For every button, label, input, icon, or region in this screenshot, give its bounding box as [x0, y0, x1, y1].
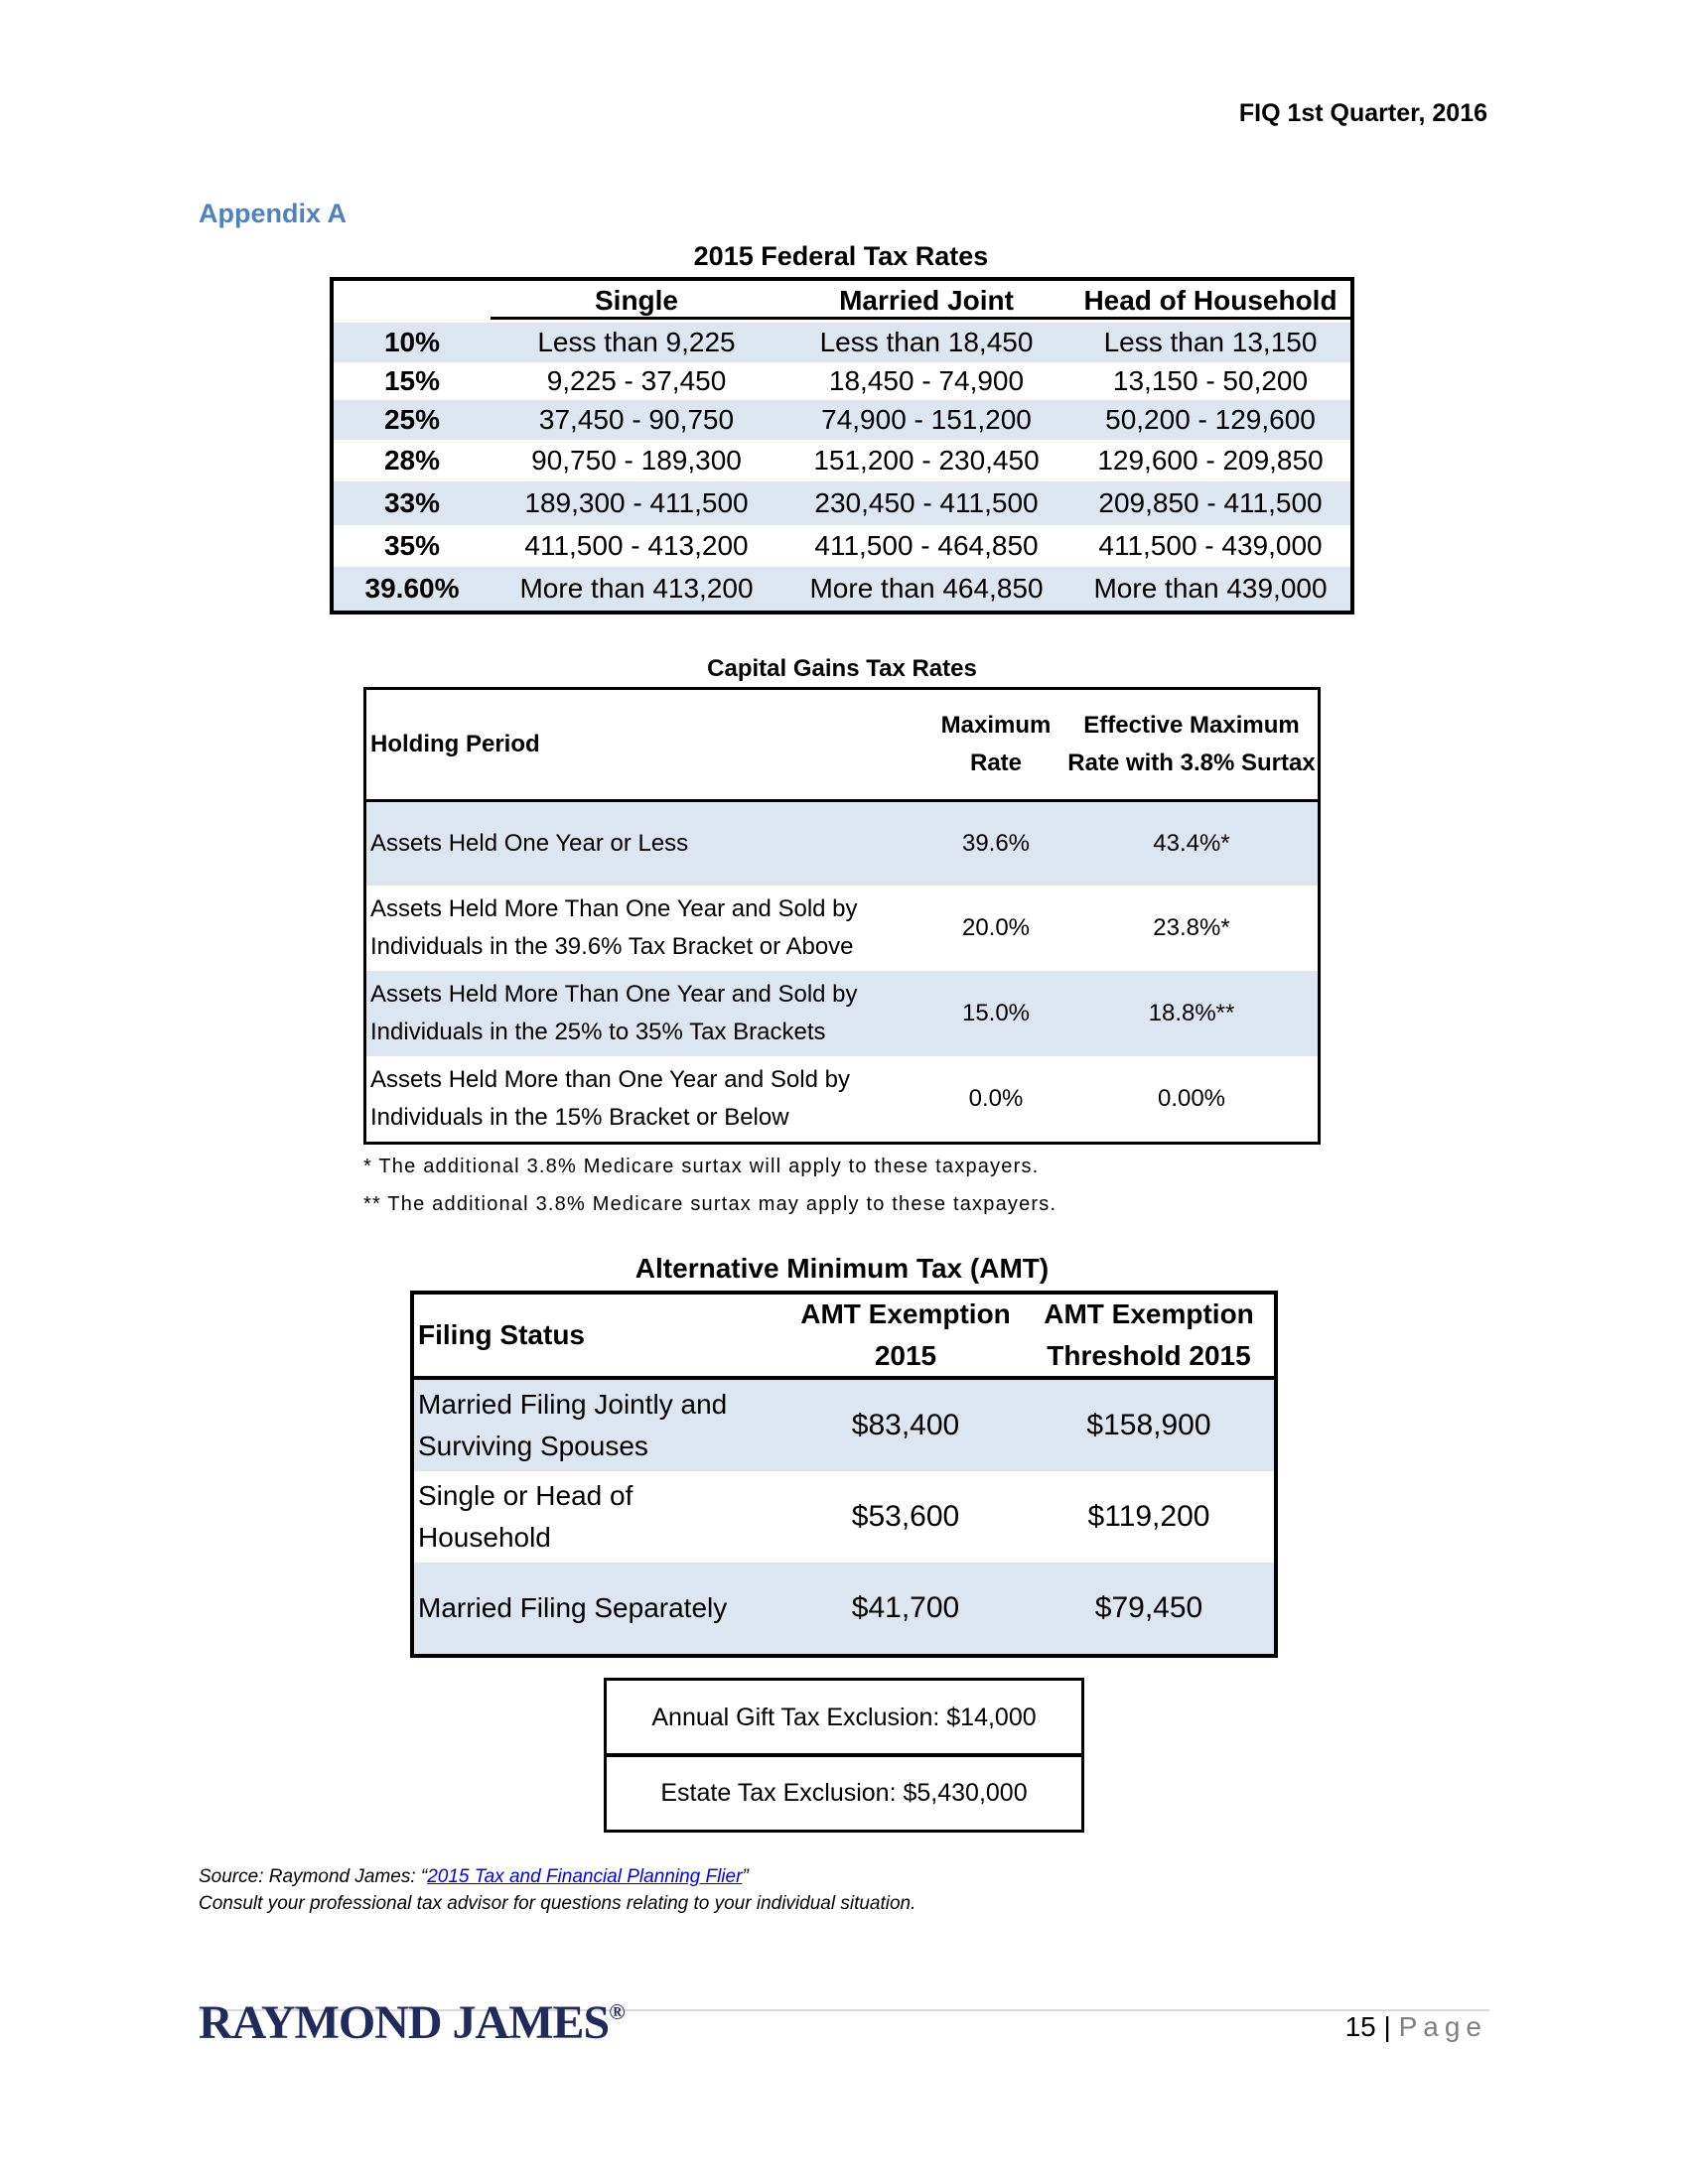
married-cell: 74,900 - 151,200	[821, 404, 1032, 435]
effective-rate-cell: 0.00%	[1157, 1085, 1226, 1112]
threshold-cell: $158,900	[1086, 1409, 1211, 1441]
filing-status-header: Filing Status	[418, 1319, 585, 1350]
filing-status-line2: Household	[418, 1522, 551, 1553]
amt-threshold-header	[1024, 1294, 1274, 1377]
exemption-cell: $53,600	[851, 1500, 960, 1533]
filing-status-cell	[414, 1384, 787, 1467]
appendix-title: Appendix A	[199, 199, 348, 228]
filing-status-line1: Married Filing Jointly and	[418, 1389, 728, 1420]
surtax-note-1: * The additional 3.8% Medicare surtax will apply to these taxpayers.	[363, 1156, 1040, 1177]
table-row	[366, 886, 1318, 971]
holding-period-cell	[366, 825, 926, 863]
amt-header-row	[414, 1295, 1274, 1380]
document-header: FIQ 1st Quarter, 2016	[1238, 99, 1487, 127]
single-cell: More than 413,200	[519, 573, 754, 604]
threshold-cell: $79,450	[1094, 1591, 1203, 1624]
filing-status-line1: Single or Head of	[418, 1480, 633, 1511]
single-cell: 90,750 - 189,300	[531, 445, 742, 476]
table-row	[334, 567, 1350, 611]
holding-period-cell	[366, 1061, 926, 1137]
table-row	[366, 1056, 1318, 1142]
single-cell: 9,225 - 37,450	[546, 365, 727, 396]
holding-period-line2: Individuals in the 25% to 35% Tax Brackets	[370, 1019, 826, 1045]
filing-status-text: Married Filing Separately	[418, 1592, 728, 1623]
filing-status-line2: Surviving Spouses	[418, 1431, 648, 1461]
rate-cell: 35%	[383, 530, 441, 561]
single-header: Single	[491, 285, 782, 320]
single-cell: 411,500 - 413,200	[524, 530, 749, 561]
filing-status-cell	[414, 1587, 787, 1629]
effective-rate-header	[1065, 707, 1318, 782]
rate-cell: 15%	[383, 365, 441, 396]
holding-period-line1: Assets Held More Than One Year and Sold by	[370, 981, 858, 1008]
federal-tax-table	[330, 277, 1354, 614]
amt-exemption-header-line1: AMT Exemption	[800, 1298, 1011, 1329]
federal-header-row	[334, 281, 1350, 323]
effective-rate-cell: 18.8%**	[1148, 1000, 1235, 1026]
single-cell: 37,450 - 90,750	[538, 404, 735, 435]
rate-cell: 39.60%	[364, 573, 460, 604]
holding-period-header: Holding Period	[370, 731, 540, 757]
source-link[interactable]: 2015 Tax and Financial Planning Flier	[427, 1866, 743, 1887]
amt-table	[410, 1291, 1278, 1658]
capital-gains-header-row	[366, 690, 1318, 802]
max-rate-cell: 39.6%	[961, 830, 1031, 857]
rate-cell: 33%	[383, 487, 441, 518]
table-row	[334, 400, 1350, 440]
married-cell: More than 464,850	[809, 573, 1044, 604]
page-separator: |	[1383, 2011, 1391, 2042]
capital-gains-table	[363, 687, 1321, 1145]
hoh-cell: More than 439,000	[1093, 573, 1328, 604]
amt-threshold-header-line2: Threshold 2015	[1047, 1340, 1251, 1371]
gift-tax-exclusion-text: Annual Gift Tax Exclusion: $14,000	[651, 1703, 1037, 1731]
filing-status-cell	[414, 1475, 787, 1559]
estate-tax-exclusion-box	[604, 1753, 1084, 1833]
source-prefix: Source: Raymond James: “	[199, 1866, 428, 1887]
amt-threshold-header-line1: AMT Exemption	[1044, 1298, 1254, 1329]
rate-cell: 28%	[383, 445, 441, 476]
holding-period-text: Assets Held One Year or Less	[370, 830, 689, 857]
maximum-rate-header-line1: Maximum	[940, 712, 1052, 739]
table-row	[414, 1471, 1274, 1563]
capital-gains-title: Capital Gains Tax Rates	[707, 655, 977, 682]
effective-rate-cell: 23.8%*	[1153, 914, 1230, 941]
hoh-cell: Less than 13,150	[1103, 327, 1318, 357]
holding-period-line2: Individuals in the 39.6% Tax Bracket or Above	[370, 933, 854, 960]
single-cell: 189,300 - 411,500	[524, 487, 749, 518]
holding-period-line2: Individuals in the 15% Bracket or Below	[370, 1104, 789, 1131]
married-cell: 230,450 - 411,500	[814, 487, 1039, 518]
maximum-rate-header-line2: Rate	[969, 750, 1023, 776]
page-word: Page	[1398, 2011, 1487, 2042]
threshold-cell: $119,200	[1087, 1500, 1210, 1533]
max-rate-cell: 0.0%	[968, 1085, 1024, 1112]
holding-period-cell	[366, 890, 926, 966]
rate-cell: 25%	[383, 404, 441, 435]
exemption-cell: $83,400	[851, 1409, 960, 1441]
table-row	[414, 1563, 1274, 1654]
married-cell: Less than 18,450	[819, 327, 1034, 357]
effective-rate-header-line2: Rate with 3.8% Surtax	[1067, 750, 1316, 776]
source-suffix: ”	[742, 1866, 749, 1887]
surtax-note-2: ** The additional 3.8% Medicare surtax may apply to these taxpayers.	[363, 1193, 1057, 1215]
single-cell: Less than 9,225	[537, 327, 736, 357]
max-rate-cell: 20.0%	[961, 914, 1031, 941]
hoh-cell: 129,600 - 209,850	[1097, 445, 1324, 476]
married-cell: 151,200 - 230,450	[813, 445, 1040, 476]
max-rate-cell: 15.0%	[961, 1000, 1031, 1026]
amt-exemption-header-line2: 2015	[874, 1340, 937, 1371]
table-row	[334, 323, 1350, 362]
amt-title: Alternative Minimum Tax (AMT)	[634, 1253, 1050, 1284]
married-cell: 18,450 - 74,900	[828, 365, 1025, 396]
effective-rate-cell: 43.4%*	[1153, 830, 1230, 857]
holding-period-cell	[366, 976, 926, 1051]
married-joint-header: Married Joint	[782, 285, 1070, 320]
hoh-cell: 50,200 - 129,600	[1105, 404, 1316, 435]
head-of-household-header: Head of Household	[1070, 285, 1350, 320]
page-number	[1345, 2011, 1487, 2043]
page-number-value: 15	[1344, 2011, 1376, 2042]
estate-tax-exclusion-text: Estate Tax Exclusion: $5,430,000	[660, 1778, 1028, 1807]
table-row	[334, 525, 1350, 567]
logo-text: RAYMOND JAMES	[199, 1996, 610, 2049]
married-cell: 411,500 - 464,850	[814, 530, 1039, 561]
registered-mark: ®	[609, 1999, 625, 2024]
hoh-cell: 411,500 - 439,000	[1098, 530, 1323, 561]
table-row	[334, 362, 1350, 400]
table-row	[334, 481, 1350, 525]
table-row	[366, 971, 1318, 1056]
rate-cell: 10%	[383, 327, 441, 357]
holding-period-line1: Assets Held More than One Year and Sold by	[370, 1066, 850, 1093]
consult-advisor-line: Consult your professional tax advisor for questions relating to your individual situation.	[199, 1893, 916, 1914]
hoh-cell: 209,850 - 411,500	[1098, 487, 1323, 518]
holding-period-line1: Assets Held More Than One Year and Sold by	[370, 895, 858, 922]
table-row	[366, 802, 1318, 886]
maximum-rate-header	[926, 707, 1065, 782]
source-line	[199, 1866, 749, 1888]
table-row	[414, 1380, 1274, 1471]
table-row	[334, 440, 1350, 481]
raymond-james-logo	[199, 1995, 625, 2050]
gift-tax-exclusion-box	[604, 1678, 1084, 1757]
exemption-cell: $41,700	[851, 1591, 960, 1624]
federal-table-title: 2015 Federal Tax Rates	[693, 241, 989, 271]
hoh-cell: 13,150 - 50,200	[1112, 365, 1309, 396]
effective-rate-header-line1: Effective Maximum	[1083, 712, 1300, 739]
amt-exemption-header	[787, 1294, 1024, 1377]
